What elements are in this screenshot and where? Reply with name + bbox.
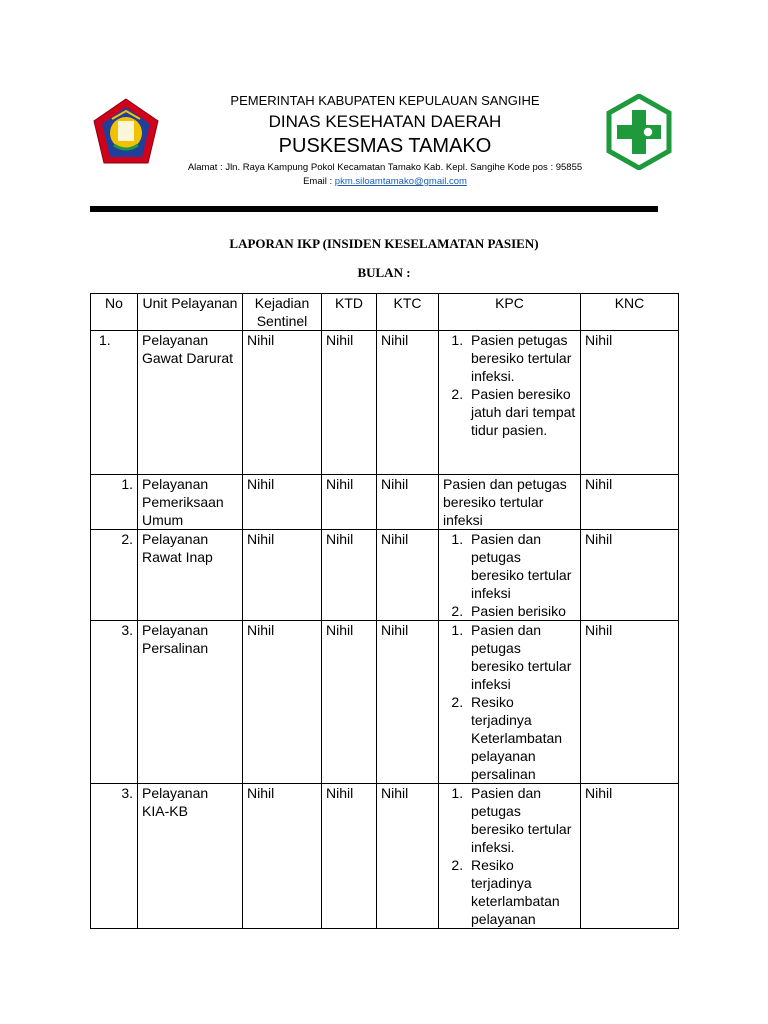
row-knc: Nihil — [581, 784, 679, 929]
row-no: 1. — [91, 331, 138, 475]
row-knc: Nihil — [581, 331, 679, 475]
header-ktc: KTC — [377, 294, 439, 331]
row-knc: Nihil — [581, 530, 679, 621]
row-ktc: Nihil — [377, 621, 439, 784]
email-label: Email : — [303, 176, 335, 187]
row-unit: Pelayanan Gawat Darurat — [138, 331, 243, 475]
ikp-table — [90, 293, 679, 929]
row-kpc — [439, 621, 581, 784]
row-ktc: Nihil — [377, 475, 439, 530]
row-knc: Nihil — [581, 475, 679, 530]
row-ktd: Nihil — [322, 530, 377, 621]
table-row — [91, 331, 679, 475]
header-sentinel: Kejadian Sentinel — [243, 294, 322, 331]
row-no: 2. — [91, 530, 138, 621]
kpc-list — [443, 331, 576, 439]
report-month: BULAN : — [357, 265, 411, 280]
row-unit: Pelayanan Pemeriksaan Umum — [138, 475, 243, 530]
row-sentinel: Nihil — [243, 784, 322, 929]
list-item: 1. Pasien dan petugas beresiko tertular infeksi — [467, 530, 576, 602]
header-kpc: KPC — [439, 294, 581, 331]
kpc-list — [443, 784, 576, 928]
row-sentinel: Nihil — [243, 331, 322, 475]
address: Alamat : Jln. Raya Kampung Pokol Kecamatan Tamako Kab. Kepl. Sangihe Kode pos : 95855 — [187, 162, 583, 173]
table-row — [91, 621, 679, 784]
header-divider — [90, 206, 658, 212]
puskesmas-cross-logo-icon — [606, 94, 672, 170]
row-ktd: Nihil — [322, 331, 377, 475]
header-no: No — [91, 294, 138, 331]
row-unit: Pelayanan Rawat Inap — [138, 530, 243, 621]
row-ktd: Nihil — [322, 784, 377, 929]
row-unit: Pelayanan KIA-KB — [138, 784, 243, 929]
table-row — [91, 475, 679, 530]
sangihe-regency-emblem-icon — [92, 97, 160, 169]
row-sentinel: Nihil — [243, 475, 322, 530]
row-no: 1. — [91, 475, 138, 530]
puskesmas-name: PUSKESMAS TAMAKO — [278, 135, 492, 157]
list-item: 2. Pasien beresiko jatuh dari tempat tidur pasien. — [467, 385, 576, 439]
list-item: 1. Pasien petugas beresiko tertular infeksi. — [467, 331, 576, 385]
row-ktc: Nihil — [377, 784, 439, 929]
row-ktd: Nihil — [322, 621, 377, 784]
row-unit: Pelayanan Persalinan — [138, 621, 243, 784]
table-header-row — [91, 294, 679, 331]
row-knc: Nihil — [581, 621, 679, 784]
table-row — [91, 530, 679, 621]
list-item: 2. Resiko terjadinya Keterlambatan pelayanan persalinan — [467, 693, 576, 783]
row-no: 3. — [91, 621, 138, 784]
row-kpc — [439, 784, 581, 929]
list-item: 1. Pasien dan petugas beresiko tertular infeksi. — [467, 784, 576, 856]
list-item: 2. Resiko terjadinya keterlambatan pelayanan — [467, 856, 576, 928]
table-row — [91, 784, 679, 929]
row-sentinel: Nihil — [243, 621, 322, 784]
header-ktd: KTD — [322, 294, 377, 331]
row-ktc: Nihil — [377, 331, 439, 475]
list-item: 2. Pasien berisiko — [467, 602, 576, 620]
list-item: 1. Pasien dan petugas beresiko tertular infeksi — [467, 621, 576, 693]
row-kpc — [439, 331, 581, 475]
header-unit: Unit Pelayanan — [138, 294, 243, 331]
email-line — [180, 176, 590, 187]
kpc-list — [443, 621, 576, 783]
government-name: PEMERINTAH KABUPATEN KEPULAUAN SANGIHE — [230, 93, 540, 108]
row-sentinel: Nihil — [243, 530, 322, 621]
row-ktd: Nihil — [322, 475, 377, 530]
report-title: LAPORAN IKP (INSIDEN KESELAMATAN PASIEN) — [229, 236, 539, 251]
kpc-list — [443, 530, 576, 620]
email-link[interactable]: pkm.siloamtamako@gmail.com — [334, 176, 467, 187]
row-kpc — [439, 530, 581, 621]
row-no: 3. — [91, 784, 138, 929]
row-ktc: Nihil — [377, 530, 439, 621]
row-kpc: Pasien dan petugas beresiko tertular infeksi — [439, 475, 581, 530]
header-knc: KNC — [581, 294, 679, 331]
department-name: DINAS KESEHATAN DAERAH — [268, 112, 502, 131]
